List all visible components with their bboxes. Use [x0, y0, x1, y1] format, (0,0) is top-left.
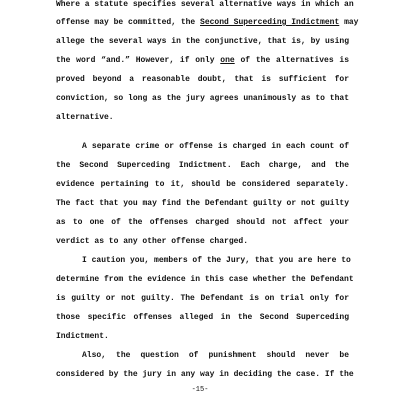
- page-number: -15-: [191, 386, 209, 394]
- indictment-underlined-text: Second Superceding Indictment: [200, 18, 340, 27]
- paragraph-1-line-2-pre: offense may be committed, the: [56, 18, 201, 27]
- paragraph-4-line-1: Also, the question of punishment should never be: [82, 351, 349, 360]
- paragraph-3-line-2: determine from the evidence in this case whether the Defendant: [56, 275, 354, 284]
- paragraph-1-line-7: alternative.: [56, 113, 114, 122]
- paragraph-3-line-3: is guilty or not guilty. The Defendant is on trial only for: [56, 294, 349, 303]
- paragraph-3-line-4: those specific offenses alleged in the Second Superceding: [56, 313, 349, 322]
- paragraph-1-line-6: conviction, so long as the jury agrees unanimously as to that: [56, 94, 349, 103]
- paragraph-2-line-3: evidence pertaining to it, should be considered separately.: [56, 180, 349, 189]
- paragraph-3-line-1: I caution you, members of the Jury, that you are here to: [82, 256, 351, 265]
- paragraph-1-line-4-post: of the alternatives is: [234, 56, 349, 65]
- paragraph-3-line-5: Indictment.: [56, 332, 109, 341]
- paragraph-1-line-2: [56, 18, 359, 28]
- paragraph-1-line-4-pre: the word “and.” However, if only: [56, 56, 221, 65]
- one-underlined-text: one: [220, 56, 235, 65]
- paragraph-2-line-6: verdict as to any other offense charged.: [56, 237, 249, 246]
- paragraph-1-line-3: allege the several ways in the conjunctive, that is, by using: [56, 37, 349, 46]
- paragraph-1-line-4: [56, 56, 349, 66]
- paragraph-1-line-2-post: may: [339, 18, 359, 27]
- paragraph-1-line-1: Where a statute specifies several alternative ways in which an: [56, 0, 354, 9]
- paragraph-4-line-2: considered by the jury in any way in deciding the case. If the: [56, 370, 354, 379]
- paragraph-2-line-4: The fact that you may find the Defendant guilty or not guilty: [56, 199, 349, 208]
- paragraph-2-line-2: the Second Superceding Indictment. Each charge, and the: [56, 161, 349, 170]
- paragraph-2-line-1: A separate crime or offense is charged in each count of: [82, 142, 349, 151]
- paragraph-2-line-5: as to one of the offenses charged should not affect your: [56, 218, 349, 227]
- paragraph-1-line-5: proved beyond a reasonable doubt, that is sufficient for: [56, 75, 349, 84]
